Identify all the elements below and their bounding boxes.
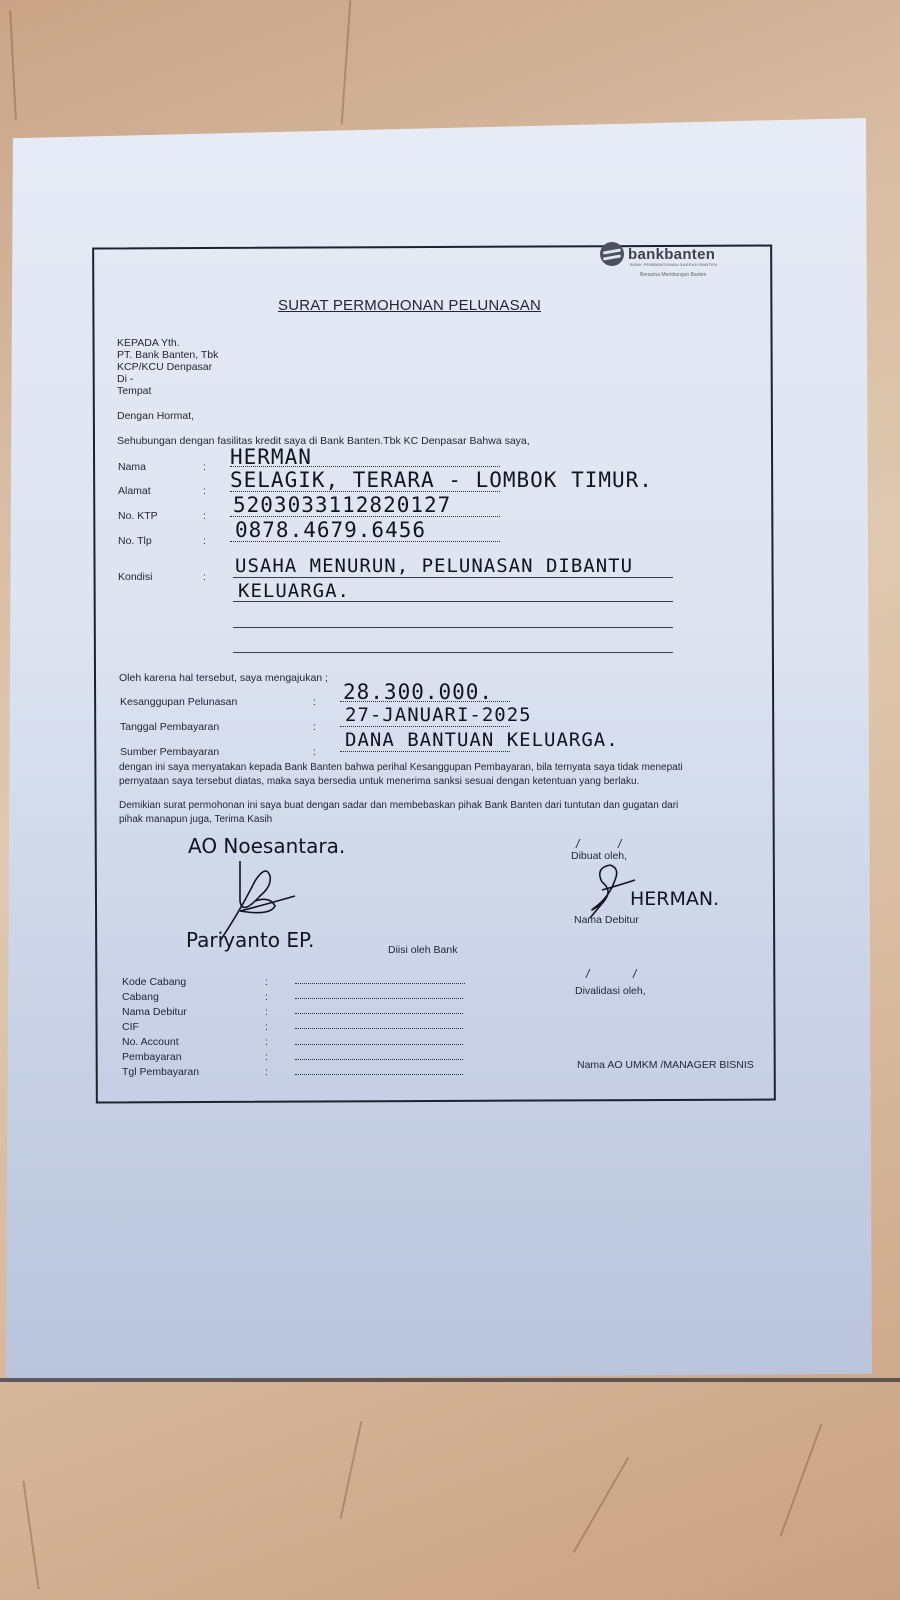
ktp-label: No. KTP: [118, 510, 158, 522]
kondisi-line-1: [233, 577, 673, 578]
tlp-value: 0878.4679.6456: [235, 518, 427, 542]
colon: :: [203, 485, 206, 497]
alamat-value: SELAGIK, TERARA - LOMBOK TIMUR.: [230, 468, 653, 492]
bank-field-input-cabang: [295, 998, 463, 999]
tick-mark: /: [576, 837, 580, 851]
bank-field-input-tgl-pembayaran: [295, 1074, 463, 1075]
colon: :: [203, 461, 206, 473]
colon: :: [203, 510, 206, 522]
tanggal-label: Tanggal Pembayaran: [120, 721, 220, 733]
colon: :: [265, 976, 268, 988]
kondisi-label: Kondisi: [118, 571, 153, 583]
bank-field-input-kode-cabang: [295, 983, 465, 984]
marble-vein: [780, 1423, 823, 1536]
colon: :: [265, 991, 268, 1003]
tanggal-value: 27-JANUARI-2025: [345, 704, 532, 726]
marble-vein: [573, 1457, 630, 1553]
request-intro: Oleh karena hal tersebut, saya mengajukan ;: [119, 672, 328, 684]
document-title: SURAT PERMOHONAN PELUNASAN: [278, 297, 542, 314]
debtor-name-handwritten: HERMAN.: [630, 888, 720, 910]
ktp-value: 5203033112820127: [233, 493, 452, 517]
sumber-label: Sumber Pembayaran: [120, 746, 220, 758]
kesanggupan-value: 28.300.000.: [343, 680, 494, 704]
kondisi-value-line-2: KELUARGA.: [238, 580, 350, 602]
tanggal-dotted-line: [340, 726, 510, 727]
bank-field-input-cif: [295, 1028, 463, 1029]
colon: :: [203, 571, 206, 583]
bank-field-label: Tgl Pembayaran: [122, 1066, 200, 1078]
alamat-label: Alamat: [118, 485, 151, 497]
sumber-value: DANA BANTUAN KELUARGA.: [345, 729, 619, 751]
colon: :: [265, 1006, 268, 1018]
ao-name-handwritten: AO Noesantara.: [188, 834, 346, 858]
kondisi-line-2: [233, 601, 673, 602]
bank-logo-icon: [600, 242, 624, 266]
nama-dotted-line: [230, 466, 500, 467]
bank-field-label: Pembayaran: [122, 1051, 182, 1063]
colon: :: [265, 1036, 268, 1048]
tick-mark: /: [586, 967, 590, 981]
marble-vein: [341, 0, 352, 125]
kondisi-value-line-1: USAHA MENURUN, PELUNASAN DIBANTU: [235, 555, 634, 577]
tlp-label: No. Tlp: [118, 535, 152, 547]
kondisi-line-3: [233, 627, 673, 628]
recipient-line-4: Di -: [117, 373, 134, 385]
bank-field-input-no-account: [295, 1044, 463, 1045]
greeting: Dengan Hormat,: [117, 410, 195, 422]
kondisi-line-4: [233, 652, 673, 653]
colon: :: [313, 721, 316, 733]
colon: :: [313, 696, 316, 708]
recipient-line-5: Tempat: [117, 385, 152, 397]
nama-label: Nama: [118, 461, 147, 473]
statement-1-line-1: dengan ini saya menyatakan kepada Bank Banten bahwa perihal Kesanggupan Pembayaran, bila ternyata saya tidak menepati: [119, 762, 683, 773]
bank-field-label: Cabang: [122, 991, 159, 1003]
divalidasi-oleh-label: Divalidasi oleh,: [575, 985, 646, 997]
tick-mark: /: [633, 967, 637, 981]
bank-field-input-nama-debitur: [295, 1013, 463, 1014]
tlp-dotted-line: [230, 541, 500, 542]
intro-text: Sehubungan dengan fasilitas kredit saya di Bank Banten.Tbk KC Denpasar Bahwa saya,: [117, 435, 530, 447]
recipient-line-1: KEPADA Yth.: [117, 337, 180, 349]
nama-value: HERMAN: [230, 445, 312, 469]
bank-field-label: No. Account: [122, 1036, 179, 1048]
marble-vein: [9, 10, 17, 120]
ao-caption: Nama AO UMKM /MANAGER BISNIS: [577, 1059, 754, 1071]
bank-field-input-pembayaran: [295, 1059, 463, 1060]
statement-1-line-2: pernyataan saya tersebut diatas, maka saya bersedia untuk menerima sanksi sesuai dengan ketentuan yang berlaku.: [119, 776, 640, 787]
ktp-dotted-line: [230, 516, 500, 517]
bank-logo-tagline: Bersama Membangun Banten: [640, 272, 707, 278]
bank-field-label: CIF: [122, 1021, 139, 1033]
colon: :: [313, 746, 316, 758]
colon: :: [203, 535, 206, 547]
colon: :: [265, 1066, 268, 1078]
bank-field-label: Kode Cabang: [122, 976, 187, 988]
marble-vein: [340, 1421, 363, 1519]
dibuat-oleh-label: Dibuat oleh,: [571, 850, 628, 862]
statement-2-line-2: pihak manapun juga, Terima Kasih: [119, 814, 273, 825]
kesanggupan-label: Kesanggupan Pelunasan: [120, 696, 238, 708]
nama-debitur-caption: Nama Debitur: [574, 914, 639, 926]
marble-vein: [22, 1480, 39, 1589]
bank-logo-subtitle: BANK PEMBANGUNAN DAERAH BANTEN: [630, 262, 718, 267]
bank-brand-name: bankbanten: [628, 245, 716, 263]
alamat-dotted-line: [230, 491, 500, 492]
kesanggupan-dotted-line: [340, 701, 510, 702]
bank-section-heading: Diisi oleh Bank: [388, 944, 458, 956]
colon: :: [265, 1051, 268, 1063]
paper-edge: [0, 1378, 900, 1382]
bank-field-label: Nama Debitur: [122, 1006, 187, 1018]
colon: :: [265, 1021, 268, 1033]
recipient-line-2: PT. Bank Banten, Tbk: [117, 349, 219, 361]
recipient-line-3: KCP/KCU Denpasar: [117, 361, 213, 373]
sumber-dotted-line: [340, 751, 510, 752]
tick-mark: /: [618, 837, 622, 851]
statement-2-line-1: Demikian surat permohonan ini saya buat dengan sadar dan membebaskan pihak Bank Banten dari tuntutan dan gugatan dari: [119, 800, 679, 811]
officer-name-handwritten: Pariyanto EP.: [186, 928, 315, 952]
